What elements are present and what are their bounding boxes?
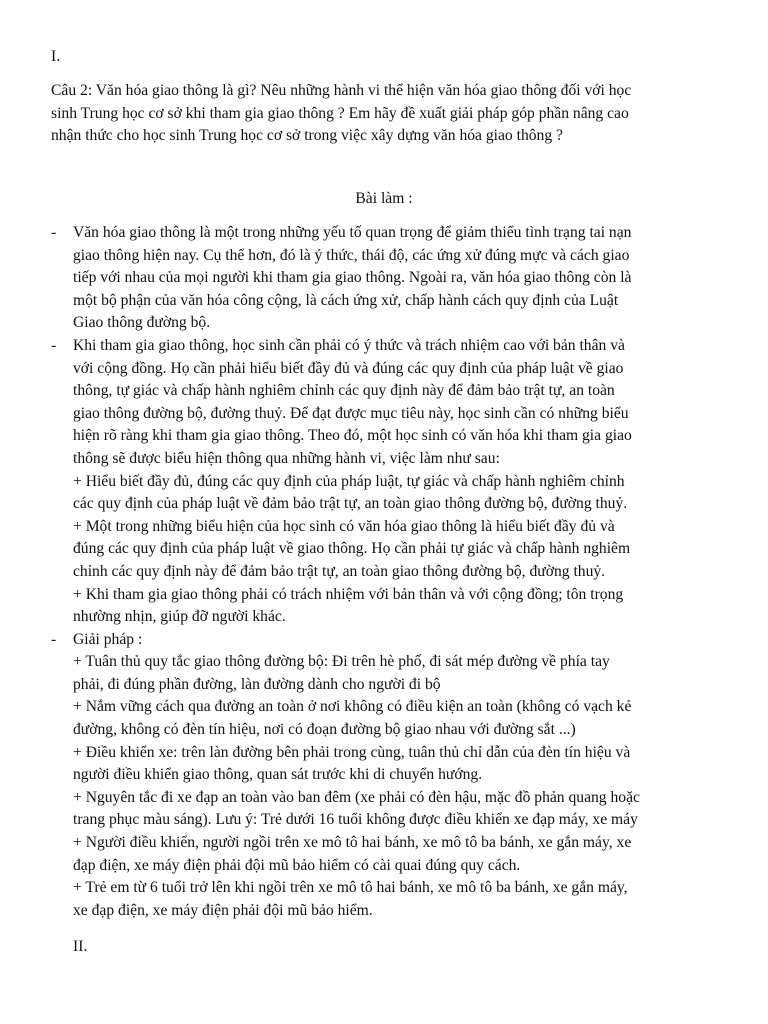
item-line: Khi tham gia giao thông, học sinh cần phải có ý thức và trách nhiệm cao với bản thân và — [73, 336, 625, 354]
item-line: + Hiểu biết đầy đủ, đúng các quy định của pháp luật, tự giác và chấp hành nghiêm chỉnh — [73, 472, 625, 490]
item-line: phải, đi đúng phần đường, làn đường dành cho người đi bộ — [73, 675, 441, 693]
item-line: thông sẽ được biểu hiện thông qua những hành vi, việc làm như sau: — [73, 449, 500, 467]
section-number-one: I. — [51, 48, 61, 65]
item-line: Giải pháp : — [73, 630, 143, 648]
question-line: Câu 2: Văn hóa giao thông là gì? Nêu những hành vi thể hiện văn hóa giao thông đối với học — [51, 82, 632, 99]
item-line: giao thông hiện nay. Cụ thể hơn, đó là ý thức, thái độ, các ứng xử đúng mực và cách giao — [73, 246, 630, 264]
item-line: + Người điều khiển, người ngồi trên xe mô tô hai bánh, xe mô tô ba bánh, xe gắn máy, xe — [73, 834, 632, 852]
item-line: một bộ phận của văn hóa công cộng, là cách ứng xử, chấp hành cách quy định của Luật — [73, 291, 619, 309]
item-line: đạp điện, xe máy điện phải đội mũ bảo hiểm có cài quai đúng quy cách. — [73, 856, 521, 874]
item-line: các quy định của pháp luật về đảm bảo trật tự, an toàn giao thông đường bộ, đường thuỷ. — [73, 495, 628, 513]
item-line: Văn hóa giao thông là một trong những yếu tố quan trọng để giảm thiểu tình trạng tai nạn — [73, 224, 632, 241]
answer-item-behaviors — [51, 335, 731, 629]
item-line: + Một trong những biểu hiện của học sinh có văn hóa giao thông là hiểu biết đầy đủ và — [73, 517, 615, 535]
item-line: xe đạp điện, xe máy điện phải đội mũ bảo hiểm. — [73, 901, 373, 919]
section-number-two: II. — [73, 938, 88, 955]
item-line: thông, tự giác và chấp hành nghiêm chỉnh các quy định này để đảm bảo trật tự, an toàn — [73, 382, 615, 400]
question-line: nhận thức cho học sinh Trung học cơ sở trong việc xây dựng văn hóa giao thông ? — [51, 127, 563, 145]
item-line: + Nắm vững cách qua đường an toàn ở nơi không có điều kiện an toàn (không có vạch kẻ — [73, 698, 632, 716]
item-line: + Trẻ em từ 6 tuổi trở lên khi ngồi trên xe mô tô hai bánh, xe mô tô ba bánh, xe gắn máy, — [73, 879, 628, 897]
answer-item-solutions — [51, 629, 731, 923]
item-line: Giao thông đường bộ. — [73, 314, 211, 332]
item-line: người điều khiển giao thông, quan sát trước khi di chuyển hướng. — [73, 766, 483, 784]
item-line: hiện rõ ràng khi tham gia giao thông. Theo đó, một học sinh có văn hóa khi tham gia giao — [73, 427, 632, 445]
item-line: trang phục màu sáng). Lưu ý: Trẻ dưới 16 tuổi không được điều khiển xe đạp máy, xe máy — [73, 811, 638, 829]
answer-title: Bài làm : — [355, 190, 413, 207]
answer-item-definition — [51, 222, 731, 335]
item-line: đường, không có đèn tín hiệu, nơi có đoạn đường bộ giao nhau với đường sắt ...) — [73, 721, 576, 739]
bullet-dash: - — [51, 630, 57, 648]
item-line: + Nguyên tắc đi xe đạp an toàn vào ban đêm (xe phải có đèn hậu, mặc đồ phản quang hoặc — [73, 788, 640, 806]
bullet-dash: - — [51, 224, 57, 241]
item-line: đúng các quy định của pháp luật về giao thông. Họ cần phải tự giác và chấp hành nghiêm — [73, 540, 631, 558]
question-paragraph — [51, 80, 731, 148]
bullet-dash: - — [51, 336, 57, 354]
question-line: sinh Trung học cơ sở khi tham gia giao thông ? Em hãy đề xuất giải pháp góp phần nâng cao — [51, 104, 629, 122]
item-line: tiếp với nhau của mọi người khi tham gia giao thông. Ngoài ra, văn hóa giao thông còn là — [73, 269, 632, 287]
item-line: chỉnh các quy định này để đảm bảo trật tự, an toàn giao thông đường bộ, đường thuỷ. — [73, 562, 606, 580]
item-line: + Tuân thủ quy tắc giao thông đường bộ: Đi trên hè phố, đi sát mép đường về phía tay — [73, 653, 610, 671]
answer-body — [51, 222, 731, 922]
item-line: giao thông đường bộ, đường thuỷ. Để đạt được mục tiêu này, học sinh cần có những biểu — [73, 404, 629, 422]
item-line: với cộng đồng. Họ cần phải hiểu biết đầy đủ và đúng các quy định của pháp luật về giao — [73, 359, 624, 377]
item-line: + Khi tham gia giao thông phải có trách nhiệm với bản thân và với cộng đồng; tôn trọng — [73, 585, 624, 603]
item-line: + Điều khiển xe: trên làn đường bên phải trong cùng, tuân thủ chỉ dẫn của đèn tín hiệu và — [73, 743, 631, 761]
item-line: nhường nhịn, giúp đỡ người khác. — [73, 608, 286, 626]
